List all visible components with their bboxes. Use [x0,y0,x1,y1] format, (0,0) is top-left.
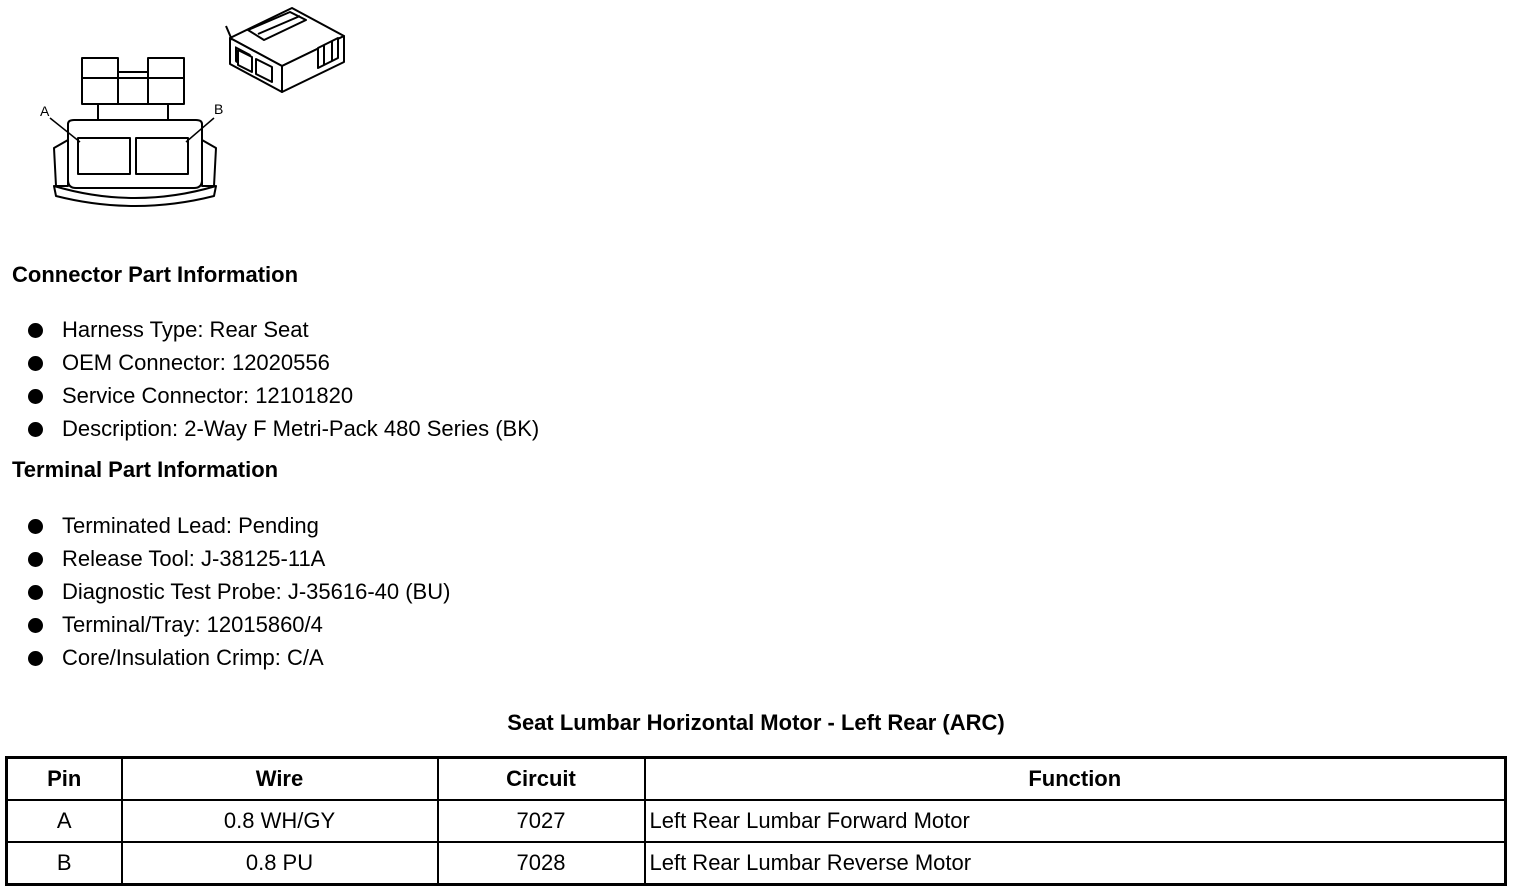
cell-wire: 0.8 WH/GY [122,800,438,842]
pin-table-title: Seat Lumbar Horizontal Motor - Left Rear (ARC) [507,710,1005,735]
bullet-icon [28,552,43,567]
list-item [28,610,450,643]
bullet-icon [28,389,43,404]
list-item [28,315,539,348]
column-header-pin: Pin [7,758,122,801]
list-item [28,414,539,447]
list-item [28,511,450,544]
table-header-row [7,758,1506,801]
list-item [28,643,450,676]
list-item-text: Release Tool: J-38125-11A [62,546,326,571]
cell-function: Left Rear Lumbar Reverse Motor [645,842,1506,885]
pin-a-label: A [40,103,50,119]
column-header-circuit: Circuit [438,758,645,801]
list-item-text: Terminated Lead: Pending [62,513,319,538]
column-header-wire: Wire [122,758,438,801]
connector-part-info-heading: Connector Part Information [12,262,299,287]
connector-isometric-view [226,8,344,92]
list-item [28,544,450,577]
table-row [7,800,1506,842]
connector-front-view [50,58,216,206]
list-item-text: OEM Connector: 12020556 [62,350,330,375]
cell-wire: 0.8 PU [122,842,438,885]
pin-b-label: B [214,101,224,117]
cell-function: Left Rear Lumbar Forward Motor [645,800,1506,842]
list-item-text: Core/Insulation Crimp: C/A [62,645,324,670]
bullet-icon [28,651,43,666]
list-item [28,348,539,381]
connector-part-info-list [28,315,539,447]
cell-pin: A [7,800,122,842]
pin-table [5,756,1507,886]
connector-illustration [0,0,380,220]
cell-pin: B [7,842,122,885]
column-header-function: Function [645,758,1506,801]
terminal-part-info-list [28,511,450,676]
list-item [28,381,539,414]
bullet-icon [28,519,43,534]
table-row [7,842,1506,885]
bullet-icon [28,585,43,600]
list-item-text: Diagnostic Test Probe: J-35616-40 (BU) [62,579,451,604]
list-item-text: Description: 2-Way F Metri-Pack 480 Series (BK) [62,416,540,441]
bullet-icon [28,356,43,371]
list-item-text: Terminal/Tray: 12015860/4 [62,612,323,637]
bullet-icon [28,422,43,437]
bullet-icon [28,323,43,338]
cell-circuit: 7027 [438,800,645,842]
bullet-icon [28,618,43,633]
cell-circuit: 7028 [438,842,645,885]
terminal-part-info-heading: Terminal Part Information [12,457,279,482]
list-item [28,577,450,610]
list-item-text: Harness Type: Rear Seat [62,317,309,342]
list-item-text: Service Connector: 12101820 [62,383,354,408]
